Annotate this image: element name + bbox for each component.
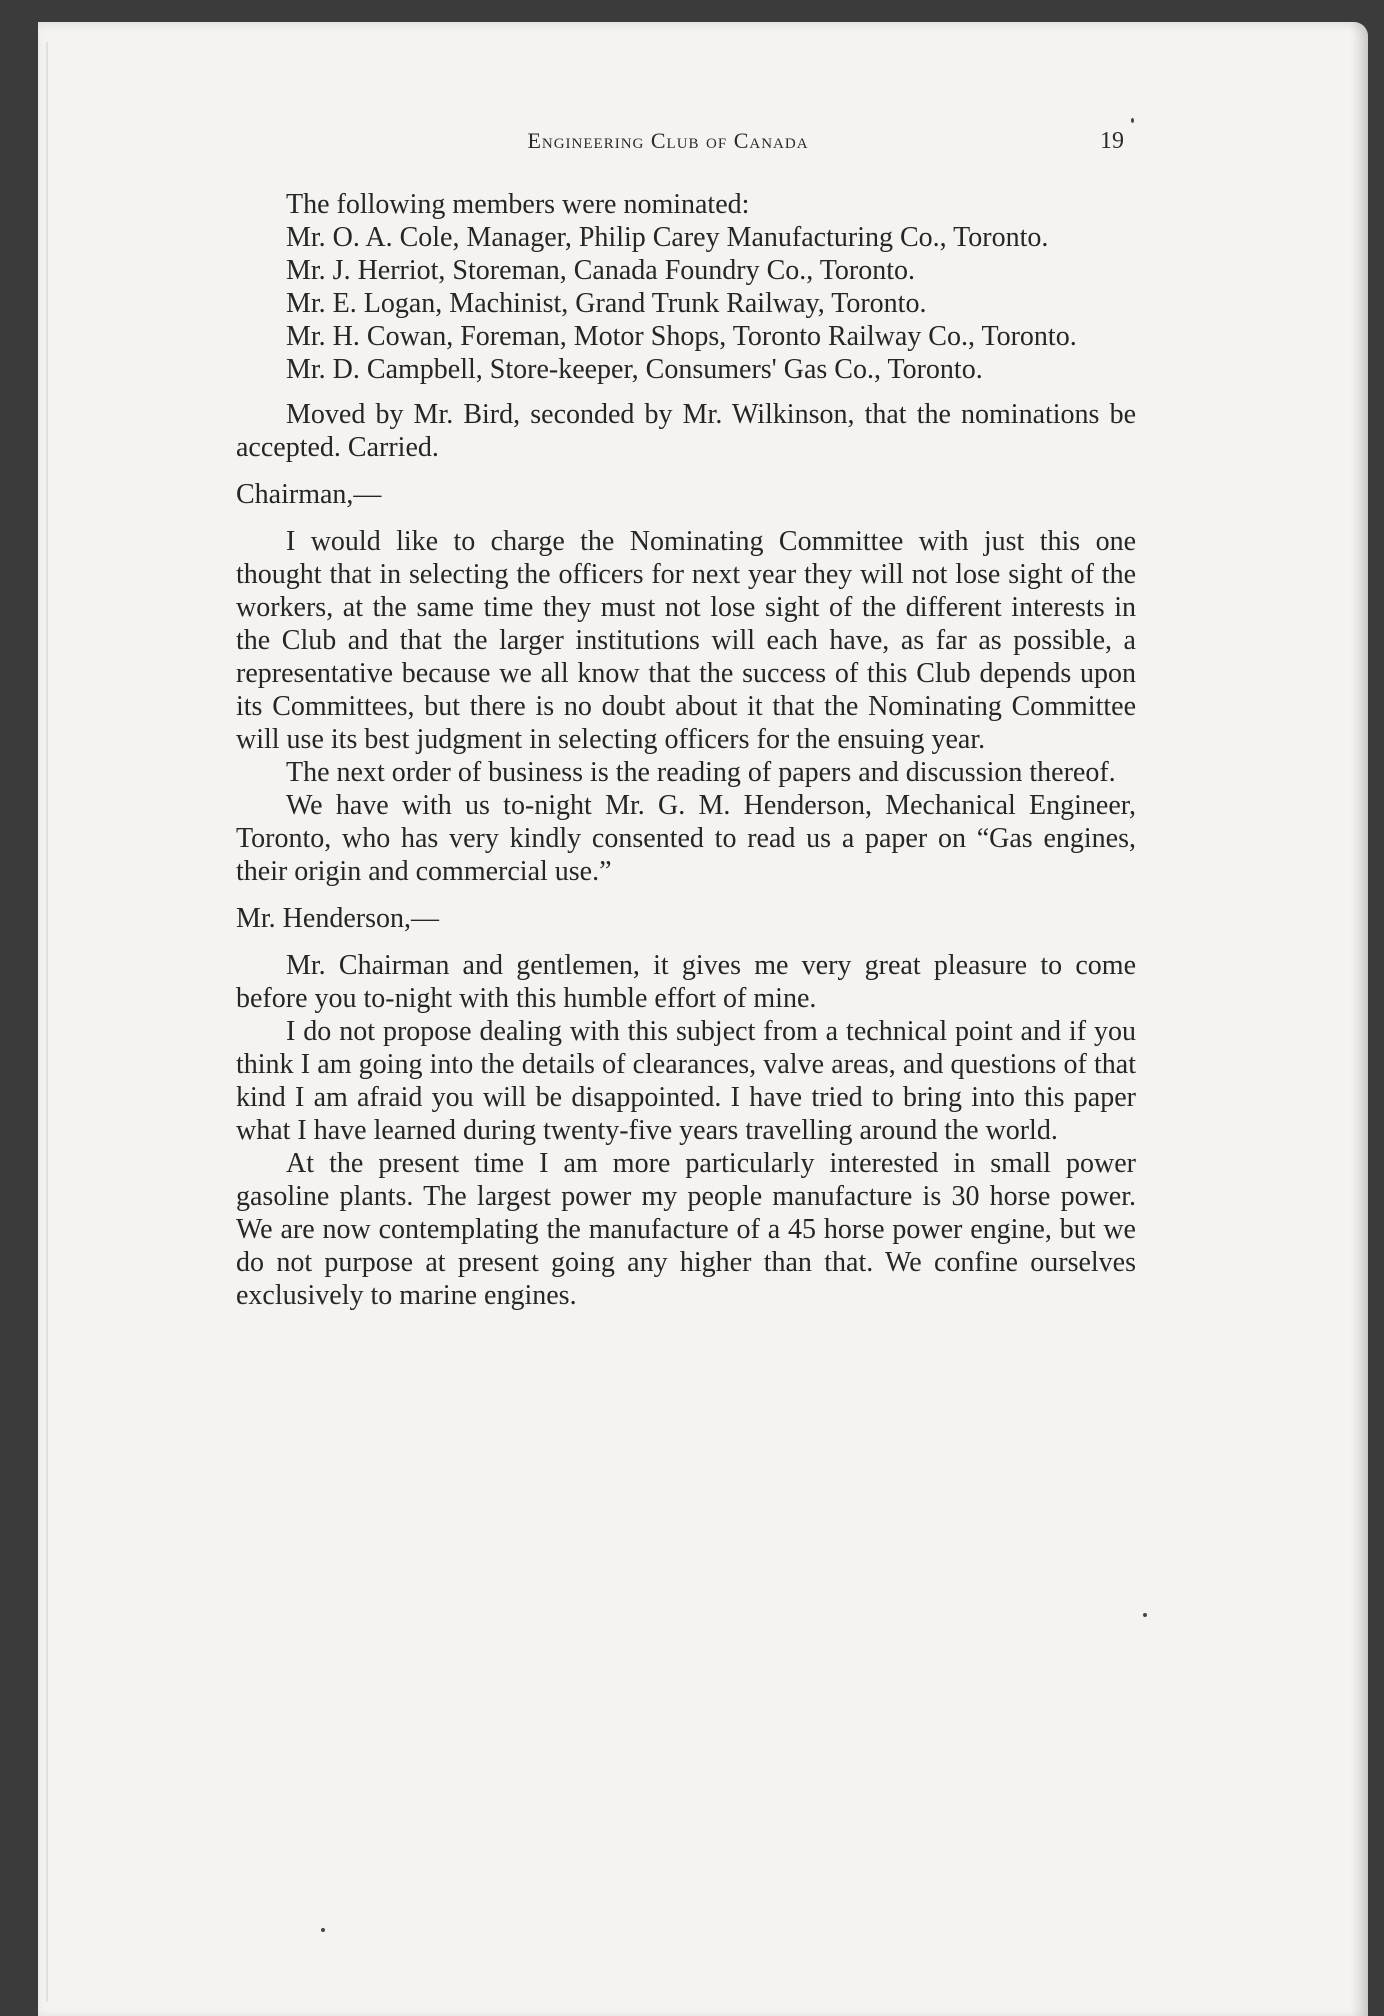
- paragraph-nominations-intro: The following members were nominated:: [286, 189, 750, 220]
- binding-gutter: [46, 42, 48, 2002]
- scan-speck: [321, 1928, 325, 1932]
- paragraph-henderson-opening: Mr. Chairman and gentlemen, it gives me very great pleasure to come before you to-night with this humble effort of mine.: [236, 950, 1136, 1014]
- paragraph-nominee-campbell: Mr. D. Campbell, Store-keeper, Consumers' Gas Co., Toronto.: [286, 354, 983, 385]
- page-edge-shadow: [1350, 22, 1368, 2016]
- paragraph-order-of-business: The next order of business is the reading of papers and discussion thereof.: [286, 757, 1116, 788]
- scan-speck: [1143, 1613, 1147, 1617]
- page-number: 19: [1100, 128, 1124, 154]
- scan-speck: [1131, 118, 1134, 123]
- paragraph-nominee-cowan: Mr. H. Cowan, Foreman, Motor Shops, Toronto Railway Co., Toronto.: [286, 321, 1077, 352]
- paragraph-chairman-remarks: I would like to charge the Nominating Committee with just this one thought that in selecting the officers for next year they will not lose sight of the workers, at the same time they must not lose sight of the different interests in the Club and that the larger institutions will each have, as far as possible, a representative because we all know that the success of this Club depends upon its Committees, but there is no doubt about it that the Nominating Committee will use its best judgment in selecting officers for the ensuing year.: [236, 526, 1136, 755]
- page-body: [236, 188, 1136, 1312]
- paragraph-nominee-cole: Mr. O. A. Cole, Manager, Philip Carey Manufacturing Co., Toronto.: [286, 222, 1049, 253]
- paragraph-nominee-herriot: Mr. J. Herriot, Storeman, Canada Foundry Co., Toronto.: [286, 255, 916, 286]
- speaker-henderson: Mr. Henderson,—: [236, 903, 439, 934]
- paragraph-motion: Moved by Mr. Bird, seconded by Mr. Wilkinson, that the nominations be accepted. Carried.: [236, 399, 1136, 463]
- running-head: [200, 128, 1136, 168]
- speaker-chairman: Chairman,—: [236, 479, 382, 510]
- paragraph-henderson-scope: I do not propose dealing with this subject from a technical point and if you think I am going into the details of clearances, valve areas, and questions of that kind I am afraid you will be disappointed. I have tried to bring into this paper what I have learned during twenty-five years travelling around the world.: [236, 1016, 1136, 1146]
- running-title: Engineering Club of Canada: [527, 128, 809, 153]
- paragraph-henderson-plants: At the present time I am more particularly interested in small power gasoline plants. The largest power my people manufacture is 30 horse power. We are now contemplating the manufacture of a 45 horse power engine, but we do not purpose at present going any higher than that. We confine ourselves exclusively to marine engines.: [236, 1148, 1136, 1311]
- paragraph-nominee-logan: Mr. E. Logan, Machinist, Grand Trunk Railway, Toronto.: [286, 288, 927, 319]
- paragraph-introduction-henderson: We have with us to-night Mr. G. M. Henderson, Mechanical Engineer, Toronto, who has very kindly consented to read us a paper on “Gas engines, their origin and commercial use.”: [236, 790, 1136, 887]
